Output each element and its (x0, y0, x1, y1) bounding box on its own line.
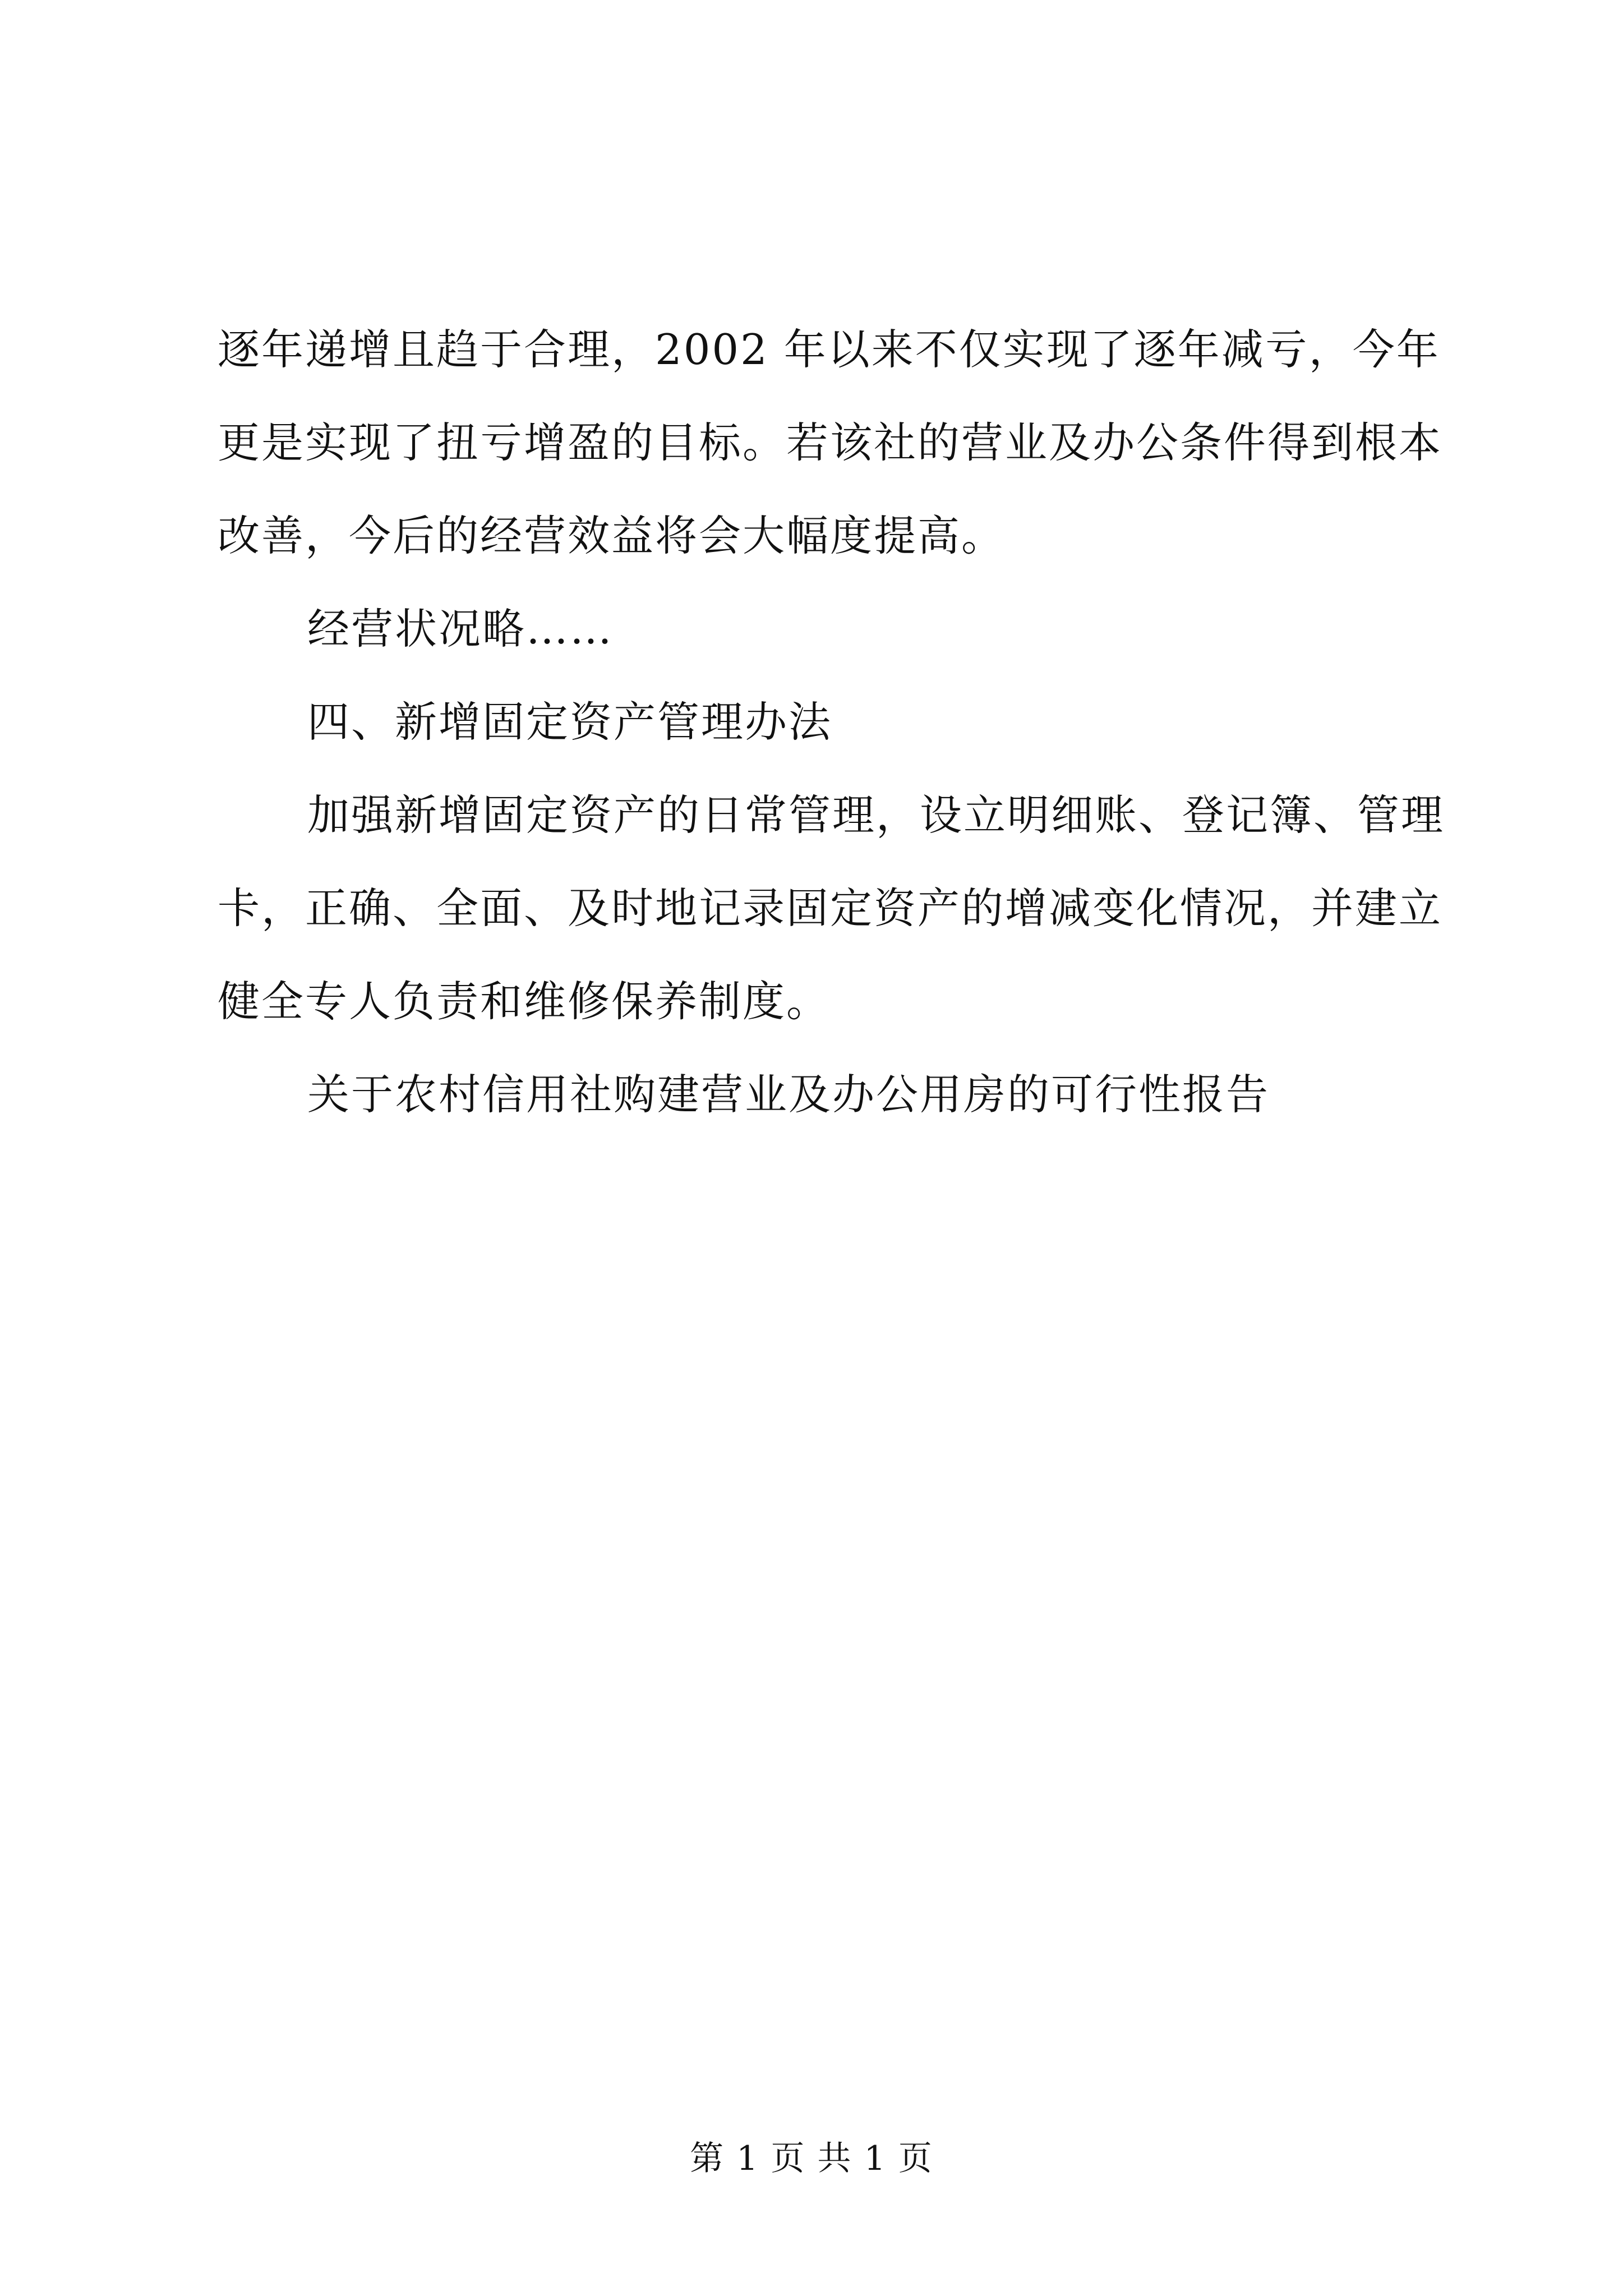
paragraph-line: 卡，正确、全面、及时地记录固定资产的增减变化情况，并建立 (218, 884, 1443, 933)
paragraph-line: 更是实现了扭亏增盈的目标。若该社的营业及办公条件得到根本 (218, 418, 1443, 467)
paragraph-line: 加强新增固定资产的日常管理，设立明细账、登记簿、管理 (307, 790, 1445, 840)
page-footer: 第 1 页 共 1 页 (690, 2139, 933, 2178)
paragraph-line: 逐年递增且趋于合理，2002 年以来不仅实现了逐年减亏，今年 (218, 325, 1440, 374)
document-body (218, 303, 1445, 1141)
paragraph-line: 经营状况略…… (307, 604, 614, 654)
paragraph-line: 改善，今后的经营效益将会大幅度提高。 (218, 511, 1006, 560)
paragraph-line: 健全专人负责和维修保养制度。 (218, 977, 831, 1026)
section-heading: 四、新增固定资产管理办法 (307, 697, 833, 747)
report-title: 关于农村信用社购建营业及办公用房的可行性报告 (307, 1070, 1270, 1119)
